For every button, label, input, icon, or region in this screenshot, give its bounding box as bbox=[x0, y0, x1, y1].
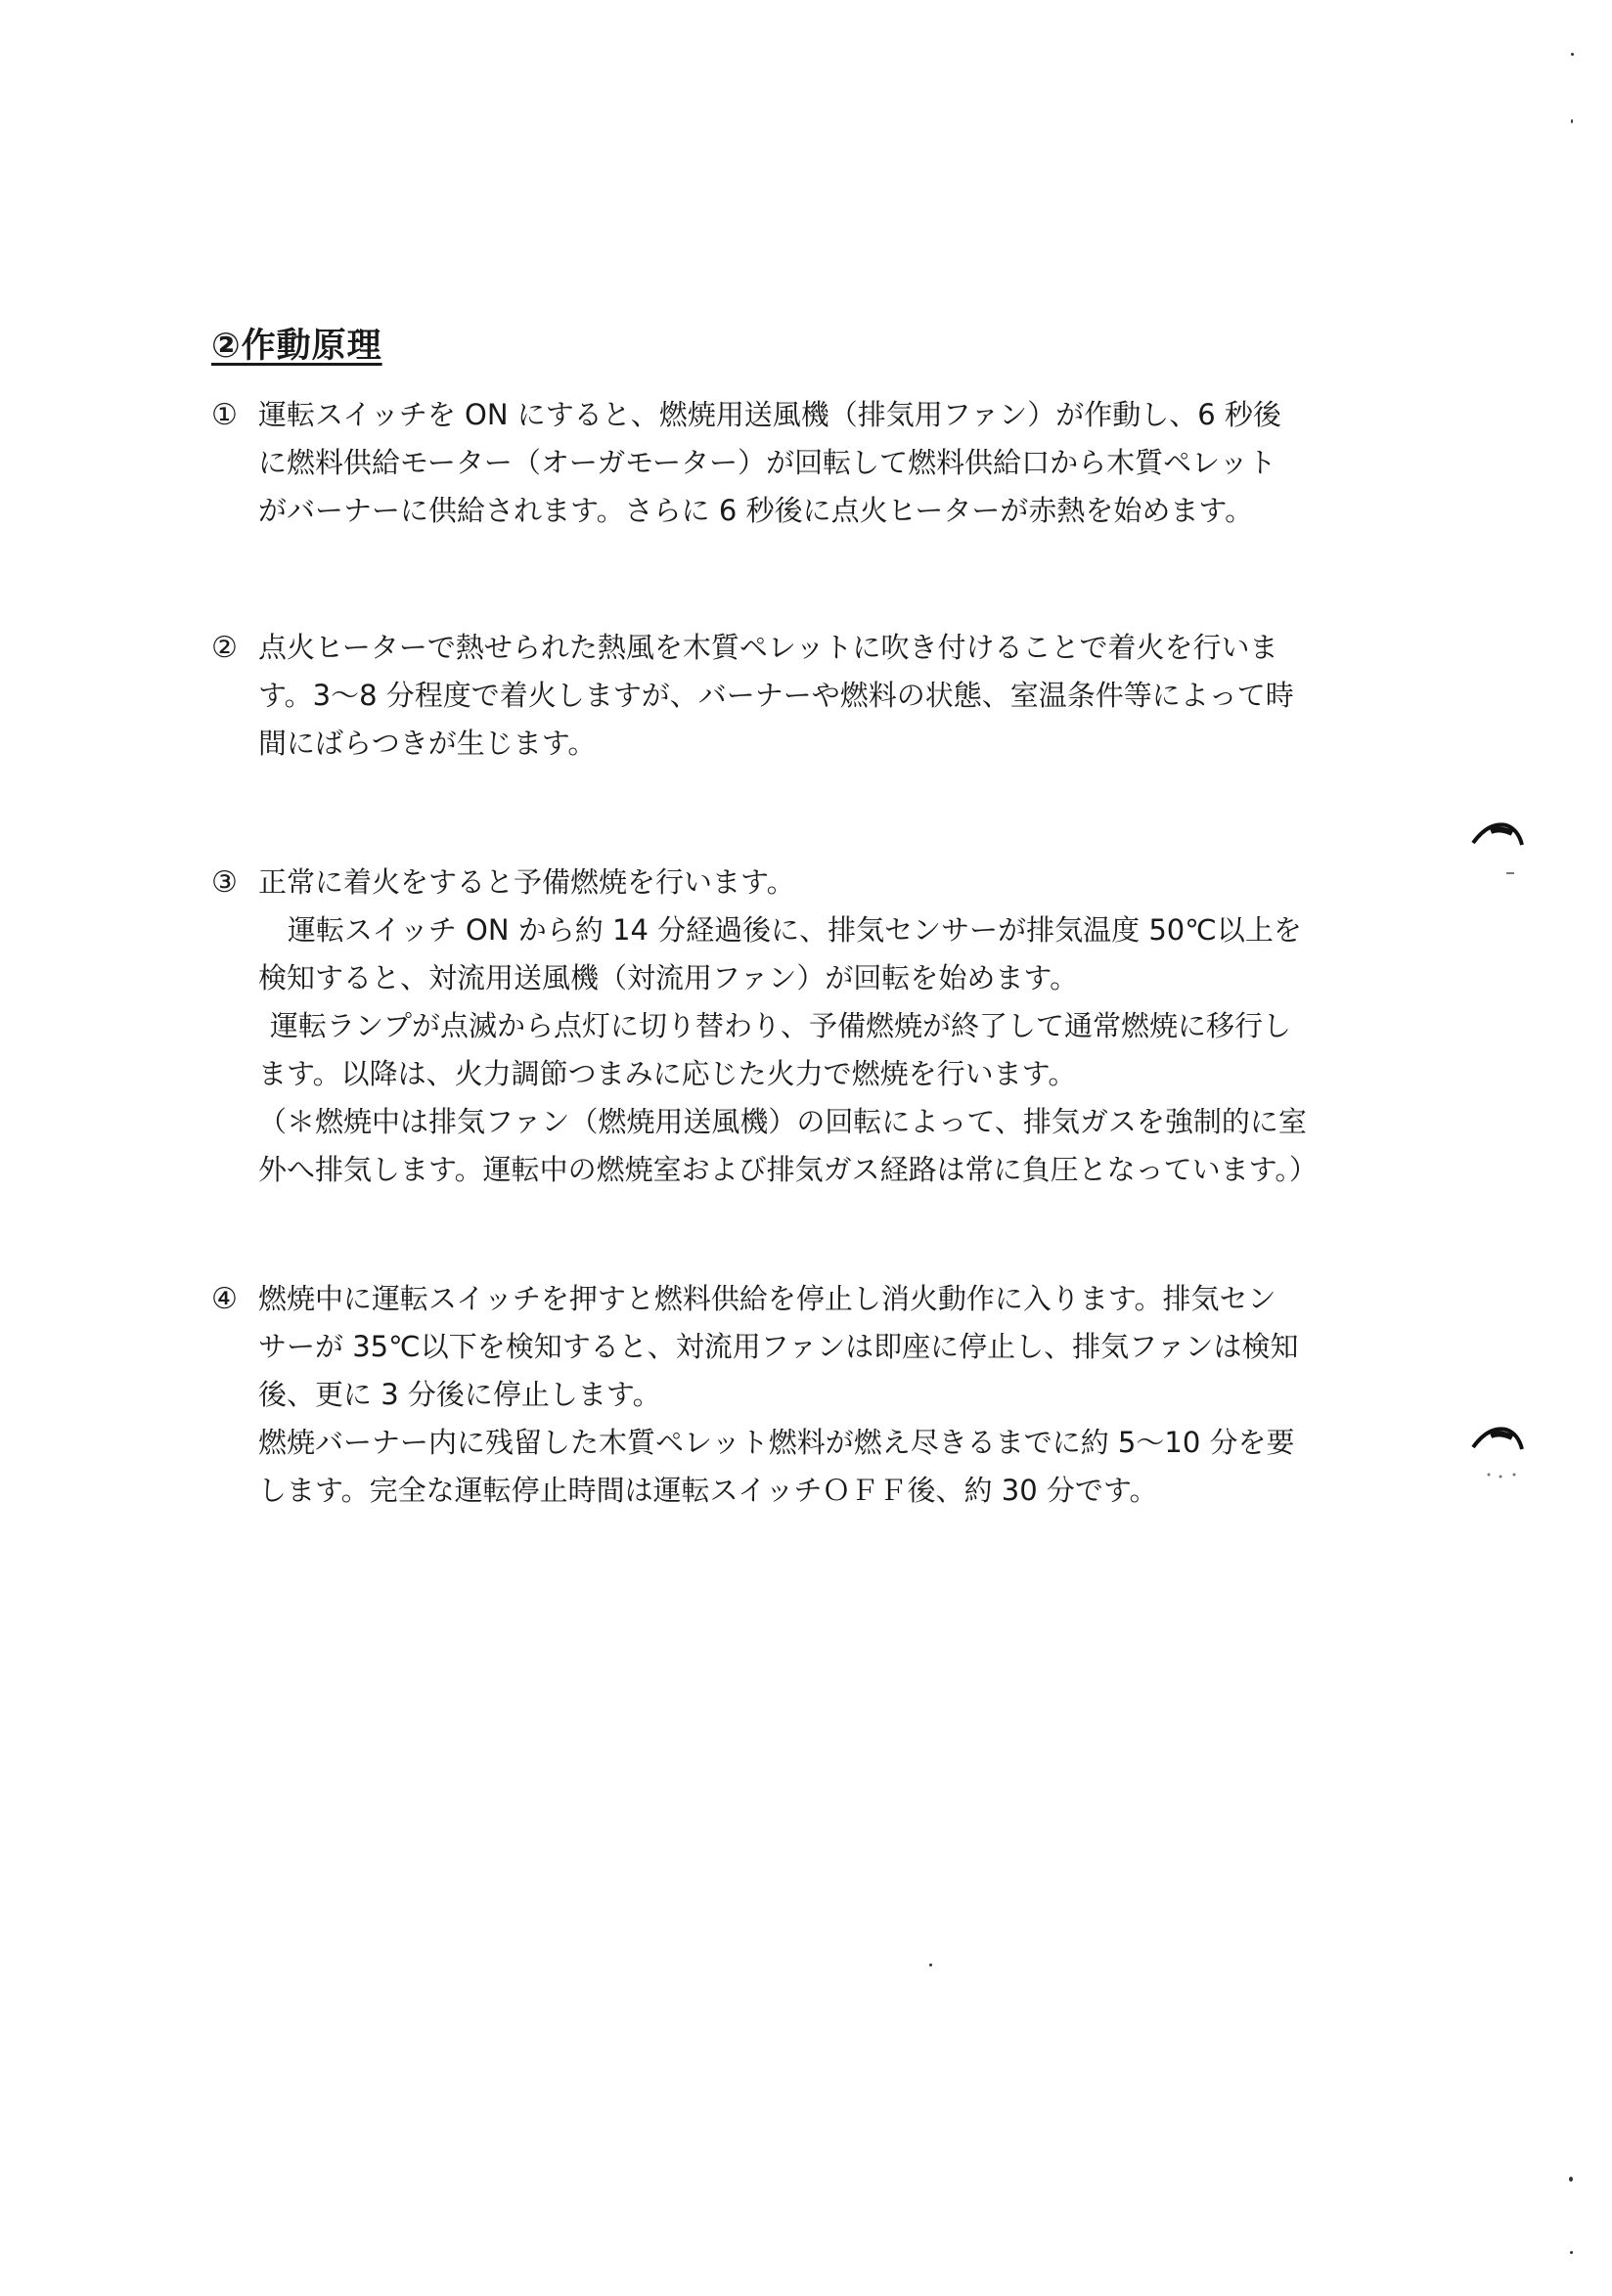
item-marker: ④ bbox=[211, 1282, 238, 1316]
list-item-3 bbox=[211, 859, 1395, 1194]
item-line: 後、更に 3 分後に停止します。 bbox=[258, 1378, 661, 1411]
scan-speck bbox=[1569, 2177, 1573, 2182]
list-item-1 bbox=[211, 391, 1395, 535]
item-line: 運転スイッチを ON にすると、燃焼用送風機（排気用ファン）が作動し、6 秒後 bbox=[258, 398, 1281, 431]
item-line: ます。以降は、火力調節つまみに応じた火力で燃焼を行います。 bbox=[258, 1057, 1077, 1090]
item-line: す。3～8 分程度で着火しますが、バーナーや燃料の状態、室温条件等によって時 bbox=[258, 679, 1294, 712]
binder-hole-mark-upper bbox=[1467, 812, 1536, 890]
item-line: （＊燃焼中は排気ファン（燃焼用送風機）の回転によって、排気ガスを強制的に室 bbox=[258, 1105, 1307, 1138]
item-line: 運転スイッチ ON から約 14 分経過後に、排気センサーが排気温度 50℃以上を bbox=[288, 913, 1302, 947]
item-line: 燃焼中に運転スイッチを押すと燃料供給を停止し消火動作に入ります。排気セン bbox=[258, 1282, 1276, 1315]
item-line: サーが 35℃以下を検知すると、対流用ファンは即座に停止し、排気ファンは検知 bbox=[258, 1330, 1299, 1363]
item-line: に燃料供給モーター（オーガモーター）が回転して燃料供給口から木質ペレット bbox=[258, 446, 1276, 479]
scan-speck bbox=[929, 1964, 932, 1966]
scan-speck bbox=[1571, 119, 1573, 123]
item-line: がバーナーに供給されます。さらに 6 秒後に点火ヒーターが赤熱を始めます。 bbox=[258, 494, 1254, 527]
item-line: 燃焼バーナー内に残留した木質ペレット燃料が燃え尽きるまでに約 5～10 分を要 bbox=[258, 1426, 1295, 1459]
item-line: 外へ排気します。運転中の燃焼室および排気ガス経路は常に負圧となっています。） bbox=[258, 1153, 1318, 1186]
item-line: します。完全な運転停止時間は運転スイッチＯＦＦ後、約 30 分です。 bbox=[258, 1474, 1158, 1507]
item-line: 検知すると、対流用送風機（対流用ファン）が回転を始めます。 bbox=[258, 961, 1079, 994]
list-item-4 bbox=[211, 1275, 1395, 1515]
binder-hole-mark-lower bbox=[1467, 1414, 1536, 1492]
section-heading: ②作動原理 bbox=[211, 327, 382, 366]
scan-speck bbox=[1570, 2251, 1573, 2254]
item-marker: ② bbox=[211, 631, 238, 665]
item-line: 間にばらつきが生じます。 bbox=[258, 727, 597, 760]
item-line: 正常に着火をすると予備燃焼を行います。 bbox=[258, 865, 795, 899]
item-marker: ① bbox=[211, 398, 238, 432]
scan-speck bbox=[1571, 53, 1574, 56]
item-line: 点火ヒーターで熱せられた熱風を木質ペレットに吹き付けることで着火を行いま bbox=[258, 631, 1278, 664]
list-item-2 bbox=[211, 624, 1395, 768]
item-line: 運転ランプが点滅から点灯に切り替わり、予備燃焼が終了して通常燃焼に移行し bbox=[270, 1009, 1292, 1042]
item-marker: ③ bbox=[211, 865, 238, 900]
